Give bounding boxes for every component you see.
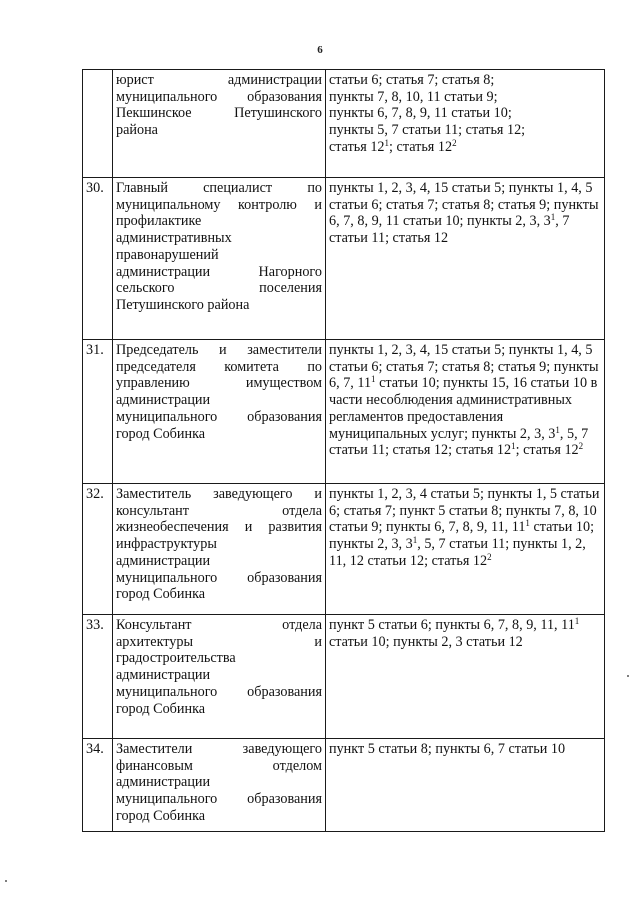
- position-line: Заместитель заведующего и: [116, 486, 322, 502]
- officials-table: [82, 69, 605, 832]
- position-line: Пекшинское Петушинского: [116, 105, 322, 122]
- legal-references-cell: пункты 1, 2, 3, 4 статьи 5; пункты 1, 5 статьи 6; статья 7; пункт 5 статьи 8; пункты 7, 8, 10 статьи 9; пункты 6, 7, 8, 9, 11, $11^1$ статьи 10; пункты 2, 3, $3^1$, 5, 7 статьи 11; пункты 1, 2, 11, 12 статьи 12; статья $12^2$: [326, 484, 605, 615]
- row-number: 31.: [83, 340, 113, 484]
- position-line: профилактике: [116, 213, 202, 230]
- position-line: город Собинка: [116, 700, 206, 717]
- position-line: градостроительства: [116, 650, 236, 667]
- row-number: [83, 70, 113, 178]
- position-line: муниципальному контролю и: [116, 196, 322, 213]
- position-cell: [113, 484, 326, 615]
- position-line: управлению имуществом: [116, 375, 322, 392]
- scan-speck: [5, 880, 7, 882]
- position-line: муниципального образования: [116, 683, 322, 700]
- position-line: город Собинка: [116, 807, 206, 824]
- position-line: муниципального образования: [116, 88, 322, 105]
- position-line: Главный специалист по: [116, 180, 322, 196]
- row-number: 34.: [83, 739, 113, 832]
- position-line: муниципального образования: [116, 569, 322, 586]
- position-line: правонарушений: [116, 246, 219, 263]
- page-number: 6: [317, 44, 323, 56]
- legal-references-cell: пункты 1, 2, 3, 4, 15 статьи 5; пункты 1, 4, 5 статьи 6; статья 7; статья 8; статья 9; пункты 6, 7, $11^1$ статьи 10; пункты 15, 16 статьи 10 в части несоблюдения административных регламентов предоставления муниципальных услуг; пункты 2, 3, $3^1$, 5, 7 статьи 11; статья 12; статья $12^1$; статья $12^2$: [326, 340, 605, 484]
- position-line: председателя комитета по: [116, 358, 322, 375]
- position-line: город Собинка: [116, 586, 206, 603]
- table-row: [83, 178, 605, 340]
- position-line: Председатель и заместители: [116, 342, 322, 358]
- table-row: [83, 340, 605, 484]
- position-line: муниципального образования: [116, 791, 322, 808]
- position-line: инфраструктуры: [116, 536, 217, 553]
- table-row: [83, 739, 605, 832]
- table-row: [83, 484, 605, 615]
- position-line: Заместители заведующего: [116, 741, 322, 757]
- position-line: администрации: [116, 774, 211, 791]
- position-line: финансовым отделом: [116, 757, 322, 774]
- position-line: город Собинка: [116, 425, 206, 442]
- position-line: муниципального образования: [116, 408, 322, 425]
- table-row: [83, 615, 605, 739]
- legal-references-cell: пункт 5 статьи 8; пункты 6, 7 статьи 10: [326, 739, 605, 832]
- position-line: администрации Нагорного: [116, 263, 322, 280]
- position-line: района: [116, 122, 158, 139]
- legal-references-cell: пункт 5 статьи 6; пункты 6, 7, 8, 9, 11, $11^1$ статьи 10; пункты 2, 3 статьи 12: [326, 615, 605, 739]
- position-line: Петушинского района: [116, 296, 250, 313]
- position-cell: [113, 340, 326, 484]
- officials-table-body: [83, 70, 605, 832]
- position-cell: [113, 615, 326, 739]
- row-number: 33.: [83, 615, 113, 739]
- position-line: юрист администрации: [116, 72, 322, 88]
- position-cell: [113, 70, 326, 178]
- position-line: консультант отдела: [116, 502, 322, 519]
- legal-references-cell: статьи 6; статья 7; статья 8; пункты 7, 8, 10, 11 статьи 9; пункты 6, 7, 8, 9, 11 статьи 10; пункты 5, 7 статьи 11; статья 12; статья $12^1$; статья $12^2$: [326, 70, 605, 178]
- row-number: 32.: [83, 484, 113, 615]
- position-cell: [113, 739, 326, 832]
- position-cell: [113, 178, 326, 340]
- position-line: администрации: [116, 667, 211, 684]
- position-line: административных: [116, 230, 232, 247]
- row-number: 30.: [83, 178, 113, 340]
- position-line: Консультант отдела: [116, 617, 322, 633]
- scan-speck: [627, 675, 629, 677]
- table-row: [83, 70, 605, 178]
- position-line: сельского поселения: [116, 280, 322, 297]
- position-line: жизнеобеспечения и развития: [116, 519, 322, 536]
- position-line: архитектуры и: [116, 633, 322, 650]
- position-line: администрации: [116, 392, 211, 409]
- legal-references-cell: пункты 1, 2, 3, 4, 15 статьи 5; пункты 1, 4, 5 статьи 6; статья 7; статья 8; статья 9; пункты 6, 7, 8, 9, 11 статьи 10; пункты 2, 3, $3^1$, 7 статьи 11; статья 12: [326, 178, 605, 340]
- position-line: администрации: [116, 552, 211, 569]
